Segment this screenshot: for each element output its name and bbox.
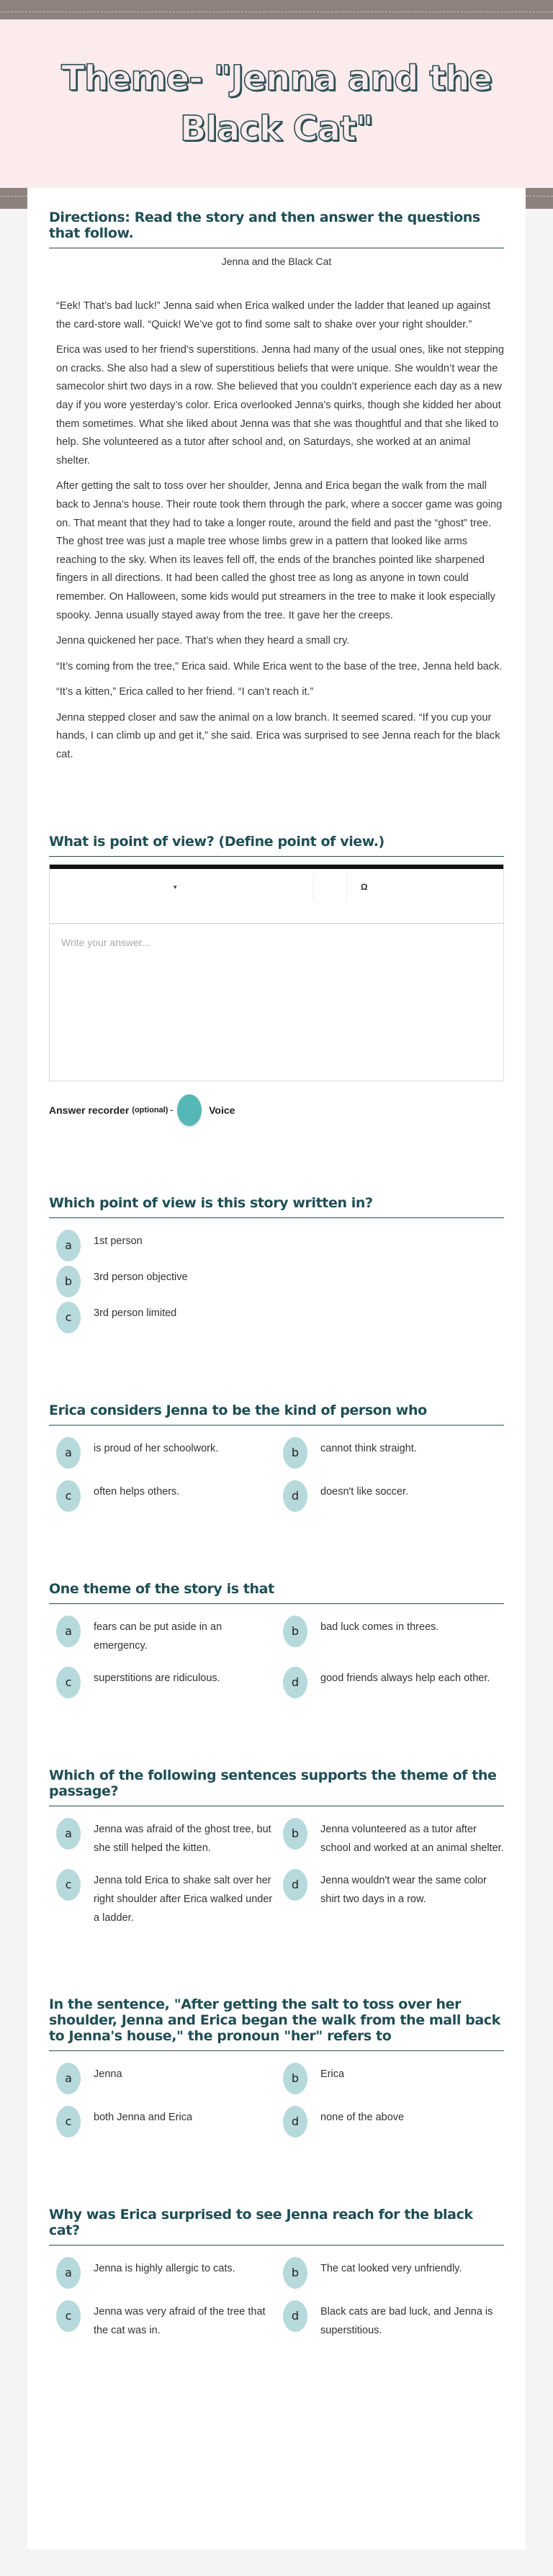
option-letter-badge[interactable]: b	[283, 1818, 307, 1850]
story-paragraph: After getting the salt to toss over her shoulder, Jenna and Erica began the walk from the mall back to Jenna’s house. Their route took them through the park, where a soccer game was going on. That meant that they had to take a longer route, around the field and past the “ghost” tree. The ghost tree was just a maple tree whose limbs grew in a pattern that looked like arms reaching to the sky. When its leaves fell off, the ends of the branches pointed like sharpened fingers in all directions. It had been called the ghost tree as long as anyone in town could remember. On Halloween, some kids would put streamers in the tree to make it look especially spooky. Jenna usually stayed away from the tree. It gave her the creeps.	[56, 480, 503, 621]
option-letter-badge[interactable]: a	[56, 2063, 81, 2094]
story-paragraph: “It’s a kitten,” Erica called to her friend. “I can’t reach it.”	[56, 686, 314, 698]
option-letter-badge[interactable]: a	[56, 1437, 81, 1469]
answer-option-c[interactable]	[56, 1480, 277, 1512]
option-text: often helps others.	[94, 1485, 180, 1498]
voice-label: Voice	[209, 1104, 235, 1116]
answer-option-a[interactable]	[56, 1616, 277, 1655]
answer-option-c[interactable]	[56, 2300, 277, 2340]
answer-option-b[interactable]	[283, 1818, 504, 1857]
story-text	[49, 297, 504, 765]
answer-option-a[interactable]	[56, 1230, 504, 1261]
answer-recorder	[49, 1094, 504, 1126]
answer-option-b[interactable]	[56, 1266, 504, 1297]
special-character-icon[interactable]: Ω	[361, 881, 368, 892]
story-paragraph: Jenna quickened her pace. That’s when they heard a small cry.	[56, 635, 350, 647]
question-prompt: What is point of view? (Define point of view.)	[49, 834, 504, 857]
option-text: superstitions are ridiculous.	[94, 1672, 220, 1684]
option-letter-badge[interactable]: c	[56, 1302, 81, 1333]
question-5	[49, 1996, 504, 2138]
recorder-label: Answer recorder	[49, 1104, 130, 1116]
answer-option-c[interactable]	[56, 1869, 277, 1927]
answer-option-d[interactable]	[283, 1869, 504, 1927]
answer-option-d[interactable]	[283, 1667, 504, 1698]
answer-option-c[interactable]	[56, 1667, 277, 1698]
question-prompt: Erica considers Jenna to be the kind of person who	[49, 1402, 504, 1426]
directions-heading: Directions: Read the story and then answer the questions that follow.	[49, 210, 504, 248]
editor-toolbar	[50, 869, 503, 924]
option-text: Jenna	[94, 2068, 122, 2080]
answer-option-b[interactable]	[283, 1437, 504, 1469]
option-text: Black cats are bad luck, and Jenna is superstitious.	[320, 2305, 493, 2336]
answer-options	[49, 1616, 504, 1698]
question-1	[49, 1195, 504, 1333]
record-voice-button[interactable]	[177, 1094, 202, 1126]
answer-option-c[interactable]	[56, 2106, 277, 2138]
answer-option-d[interactable]	[283, 2300, 504, 2340]
option-text: Erica	[320, 2068, 345, 2080]
option-letter-badge[interactable]: d	[283, 2300, 307, 2332]
story-title: Jenna and the Black Cat	[221, 256, 332, 267]
story-paragraph: Erica was used to her friend’s superstitions. Jenna had many of the usual ones, like not stepping on cracks. She also had a slew of superstitious beliefs that were unique. She wouldn’t wear the samecolor shirt two days in a row. She believed that you couldn’t experience each day as a new day if you wore yesterday’s color. Erica overlooked Jenna’s quirks, though she kidded her about them sometimes. What she liked about Jenna was that she was thoughtful and that she liked to help. She volunteered as a tutor after school and, on Saturdays, she worked at an animal shelter.	[56, 344, 504, 467]
option-text: Jenna was afraid of the ghost tree, but she still helped the kitten.	[94, 1823, 271, 1854]
option-letter-badge[interactable]: d	[283, 1869, 307, 1901]
question-6	[49, 2207, 504, 2340]
answer-options	[49, 2257, 504, 2340]
answer-options	[49, 1818, 504, 1927]
story-paragraph: “It’s coming from the tree,” Erica said. While Erica went to the base of the tree, Jenna held back.	[56, 660, 503, 672]
option-text: Jenna wouldn't wear the same color shirt two days in a row.	[320, 1874, 487, 1905]
option-letter-badge[interactable]: b	[283, 2063, 307, 2094]
header-banner	[0, 0, 553, 209]
option-letter-badge[interactable]: c	[56, 2106, 81, 2138]
option-text: Jenna is highly allergic to cats.	[94, 2262, 235, 2274]
page-title: Theme- "Jenna and the Black Cat"	[61, 58, 492, 149]
answer-options	[49, 1437, 504, 1512]
answer-option-a[interactable]	[56, 1818, 277, 1857]
answer-input[interactable]	[50, 924, 503, 1081]
option-text: none of the above	[320, 2111, 405, 2123]
option-letter-badge[interactable]: a	[56, 2257, 81, 2289]
multiple-choice-questions	[49, 1195, 504, 2340]
option-letter-badge[interactable]: d	[283, 1480, 307, 1512]
option-letter-badge[interactable]: d	[283, 2106, 307, 2138]
option-text: fears can be put aside in an emergency.	[94, 1621, 222, 1652]
answer-options	[49, 2063, 504, 2138]
title-area	[0, 19, 553, 188]
option-text: 3rd person limited	[94, 1307, 177, 1319]
question-prompt: One theme of the story is that	[49, 1581, 504, 1604]
answer-option-a[interactable]	[56, 2063, 277, 2094]
story-paragraph: Jenna stepped closer and saw the animal on a low branch. It seemed scared. “If you cup your hands, I can climb up and get it,” she said. Erica was surprised to see Jenna reach for the black cat.	[56, 711, 500, 761]
option-letter-badge[interactable]: d	[283, 1667, 307, 1698]
answer-option-b[interactable]	[283, 2063, 504, 2094]
question-prompt: Which of the following sentences supports the theme of the passage?	[49, 1767, 504, 1806]
question-4	[49, 1767, 504, 1927]
option-letter-badge[interactable]: b	[283, 1437, 307, 1469]
option-letter-badge[interactable]: c	[56, 1869, 81, 1901]
toolbar-divider	[313, 873, 314, 901]
question-3	[49, 1581, 504, 1698]
question-prompt: Which point of view is this story written in?	[49, 1195, 504, 1218]
option-letter-badge[interactable]: c	[56, 2300, 81, 2332]
option-text: Jenna volunteered as a tutor after school and worked at an animal shelter.	[320, 1823, 504, 1854]
rich-text-editor	[49, 864, 504, 1081]
option-text: 3rd person objective	[94, 1271, 188, 1283]
answer-option-c[interactable]	[56, 1302, 504, 1333]
story-paragraph: “Eek! That’s bad luck!” Jenna said when Erica walked under the ladder that leaned up against the card-store wall. “Quick! We’ve got to find some salt to shake over your right shoulder.”	[56, 300, 491, 330]
answer-option-b[interactable]	[283, 1616, 504, 1655]
dropdown-caret-icon[interactable]: ▾	[174, 883, 177, 891]
option-letter-badge[interactable]: a	[56, 1616, 81, 1647]
option-text: bad luck comes in threes.	[320, 1621, 439, 1633]
option-text: good friends always help each other.	[320, 1672, 490, 1684]
option-text: both Jenna and Erica	[94, 2111, 193, 2123]
option-letter-badge[interactable]: a	[56, 1818, 81, 1850]
toolbar-divider	[346, 873, 347, 901]
question-prompt: In the sentence, "After getting the salt to toss over her shoulder, Jenna and Erica began the walk from the mall back to Jenna's house," the pronoun "her" refers to	[49, 1996, 504, 2051]
option-letter-badge[interactable]: b	[56, 1266, 81, 1297]
option-letter-badge[interactable]: b	[283, 1616, 307, 1647]
answer-option-d[interactable]	[283, 2106, 504, 2138]
answer-option-b[interactable]	[283, 2257, 504, 2289]
option-letter-badge[interactable]: c	[56, 1667, 81, 1698]
worksheet-card	[27, 188, 526, 2549]
answer-option-a[interactable]	[56, 2257, 277, 2289]
option-letter-badge[interactable]: c	[56, 1480, 81, 1512]
option-text: The cat looked very unfriendly.	[320, 2262, 462, 2274]
option-text: cannot think straight.	[320, 1442, 417, 1454]
option-text: 1st person	[94, 1235, 143, 1247]
answer-options	[49, 1230, 504, 1333]
answer-option-a[interactable]	[56, 1437, 277, 1469]
option-text: doesn't like soccer.	[320, 1485, 409, 1498]
question-prompt: Why was Erica surprised to see Jenna reach for the black cat?	[49, 2207, 504, 2246]
open-question	[49, 834, 504, 1126]
answer-option-d[interactable]	[283, 1480, 504, 1512]
option-letter-badge[interactable]: a	[56, 1230, 81, 1261]
recorder-optional-label: (optional) -	[132, 1105, 174, 1114]
option-text: Jenna told Erica to shake salt over her right shoulder after Erica walked under a ladder.	[94, 1874, 273, 1924]
option-text: Jenna was very afraid of the tree that the cat was in.	[94, 2305, 266, 2336]
question-2	[49, 1402, 504, 1512]
option-text: is proud of her schoolwork.	[94, 1442, 219, 1454]
option-letter-badge[interactable]: b	[283, 2257, 307, 2289]
